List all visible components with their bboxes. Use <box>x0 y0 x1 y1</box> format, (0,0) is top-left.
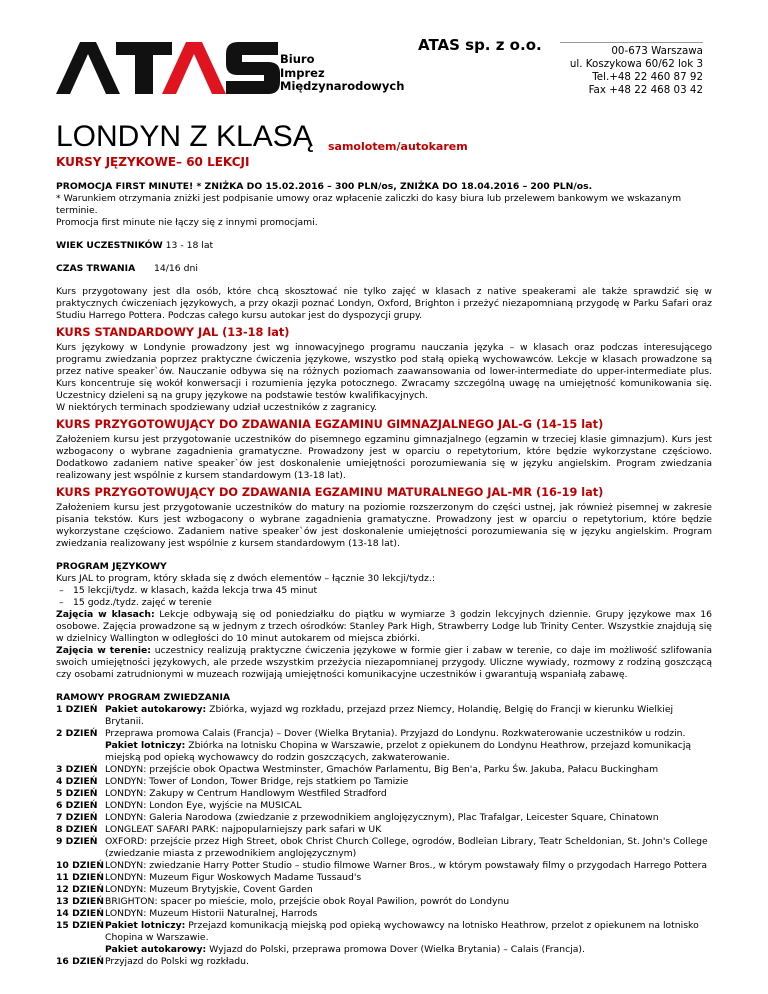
schedule-day: 15 DZIEŃ <box>56 920 104 931</box>
address-line: 00-673 Warszawa <box>611 45 703 57</box>
schedule-heading: RAMOWY PROGRAM ZWIEDZANIA <box>56 692 231 703</box>
schedule-row <box>56 824 712 836</box>
intro-paragraph: Kurs przygotowany jest dla osób, które chcą skosztować nie tylko zajęć w klasach z native speakerami ale także sprawdzić się w praktycznych ćwiczeniach językowych, a przy okazji poznać Londyn, Oxford, Brighton i przeżyć niezapomnianą przygodę w Parku Safari oraz Studiu Harrego Pottera. Podczas całego kursu autokar jest do dyspozycji grupy. <box>56 286 712 321</box>
schedule-row <box>56 812 712 824</box>
schedule-text <box>105 776 712 788</box>
schedule-row <box>56 740 712 764</box>
schedule-desc: BRIGHTON: spacer po mieście, molo, przejście obok Royal Pawilion, powrót do Londynu <box>105 896 510 907</box>
schedule-day: 14 DZIEŃ <box>56 908 104 919</box>
schedule-text <box>105 836 712 860</box>
schedule-label: Pakiet lotniczy: <box>105 740 186 751</box>
schedule-day: 7 DZIEŃ <box>56 812 98 823</box>
schedule-desc: LONDYN: Zakupy w Centrum Handlowym Westfiled Stradford <box>105 788 387 799</box>
schedule-text <box>105 884 712 896</box>
schedule-desc: Przeprawa promowa Calais (Francja) – Dover (Wielka Brytania). Przyjazd do Londynu. Rozkwaterowanie uczestników u rodzin. <box>105 728 686 739</box>
field-text: uczestnicy realizują praktyczne ćwiczenia językowe w formie gier i zabaw w terenie, co daje im możliwość szlifowania swoich umiejętności językowych, ale przede wszystkim przeżycia niezapomnianej przygody. Uliczne wywiady, rozmowy z rodziną goszczącą czy osobami zatrudnionymi w muzeach rozwijają umiejętności komunikacyjne uczestników i gwarantują wspaniałą zabawę. <box>56 645 712 680</box>
schedule-row <box>56 836 712 860</box>
schedule-row <box>56 728 712 740</box>
schedule-row <box>56 896 712 908</box>
program-intro: Kurs JAL to program, który składa się z dwóch elementów – łącznie 30 lekcji/tydz.: <box>56 573 435 584</box>
schedule-desc: Przejazd komunikacją miejską pod opieką wychowawcy na lotnisko Heathrow, przelot z opiekunem na lotnisko Chopina w Warszawie. <box>105 920 699 943</box>
schedule-desc: LONDYN: Galeria Narodowa (zwiedzanie z przewodnikiem anglojęzycznym), Plac Trafalgar, Leicester Square, Chinatown <box>105 812 659 823</box>
schedule-day <box>56 740 105 764</box>
schedule-day: 12 DZIEŃ <box>56 884 104 895</box>
schedule-list <box>56 704 712 968</box>
schedule-desc: Zbiórka, wyjazd wg rozkładu, przejazd przez Niemcy, Holandię, Belgię do Francji w kierunku Wielkiej Brytanii. <box>105 704 674 727</box>
schedule-text <box>105 824 712 836</box>
program-heading: PROGRAM JĘZYKOWY <box>56 561 167 572</box>
promo-headline: PROMOCJA FIRST MINUTE! * ZNIŻKA DO 15.02.2016 – 300 PLN/os, ZNIŻKA DO 18.04.2016 – 200 PLN/os. <box>56 181 593 192</box>
schedule-row <box>56 908 712 920</box>
schedule-row <box>56 884 712 896</box>
schedule-day: 6 DZIEŃ <box>56 800 98 811</box>
schedule-day: 11 DZIEŃ <box>56 872 104 883</box>
schedule-row <box>56 956 712 968</box>
program-list <box>56 585 712 609</box>
schedule-day: 1 DZIEŃ <box>56 704 98 715</box>
address-line: Fax +48 22 468 03 42 <box>588 84 703 96</box>
schedule-desc: OXFORD: przejście przez High Street, obok Christ Church College, ogrodów, Bodleian Library, Teatr Scheldonian, St. John's College (zwiedzanie miasta z przewodnikiem anglojęzycznym) <box>105 836 708 859</box>
section-title: KURS PRZYGOTOWUJĄCY DO ZDAWANIA EGZAMINU GIMNAZJALNEGO JAL-G (14-15 lat) <box>56 418 604 431</box>
schedule-day: 4 DZIEŃ <box>56 776 98 787</box>
section-body: Założeniem kursu jest przygotowanie uczestników do matury na poziomie rozszerzonym do części ustnej, jak również pisemnej w zakresie pisania tekstów. Kurs jest wzbogacony o wybrane zagadnienia gramatyczne. Prowadzony jest w oparciu o repetytorium, które będzie wykorzystane częściowo. Zadaniem native speaker`ów jest doskonalenie umiejętności porozumiewania się w języku angielskim. Program zwiedzania realizowany jest wspólnie z kursem standardowym (13-18 lat). <box>56 502 712 549</box>
agency-line: Biuro <box>280 52 315 66</box>
schedule-text <box>105 740 712 764</box>
schedule-day: 5 DZIEŃ <box>56 788 98 799</box>
schedule-desc: Przyjazd do Polski wg rozkładu. <box>105 956 249 967</box>
classes-paragraph <box>56 609 712 645</box>
classes-label: Zajęcia w klasach: <box>56 609 155 620</box>
schedule-desc: LONGLEAT SAFARI PARK: najpopularniejszy park safari w UK <box>105 824 382 835</box>
schedule-text <box>105 764 712 776</box>
schedule-text <box>105 944 712 956</box>
schedule-desc: LONDYN: Tower of London, Tower Bridge, rejs statkiem po Tamizie <box>105 776 409 787</box>
schedule-label: Pakiet autokarowy: <box>105 944 207 955</box>
promo-note: Promocja first minute nie łączy się z innymi promocjami. <box>56 217 318 228</box>
section-body: Założeniem kursu jest przygotowanie uczestników do pisemnego egzaminu gimnazjalnego (egzamin w trzeciej klasie gimnazjum). Kurs jest wzbogacony o wybrane zagadnienia gramatyczne. Prowadzony jest w oparciu o repetytorium, które będzie wykorzystane częściowo. Dodatkowo zadaniem native speaker`ów jest doskonalenie umiejętności porozumiewania się w języku angielskim. Program zwiedzania realizowany jest wspólnie z kursem standardowym (13-18 lat). <box>56 434 712 481</box>
schedule-text <box>105 800 712 812</box>
duration-label: CZAS TRWANIA <box>56 263 136 274</box>
schedule-text <box>105 860 712 872</box>
field-paragraph <box>56 645 712 681</box>
schedule-row <box>56 764 712 776</box>
schedule-text <box>105 812 712 824</box>
schedule-row <box>56 704 712 728</box>
address-line: ul. Koszykowa 60/62 lok 3 <box>569 58 703 70</box>
section-title: KURS STANDARDOWY JAL (13-18 lat) <box>56 326 290 339</box>
page-title: LONDYN Z KLASĄ <box>56 120 313 153</box>
schedule-desc: LONDYN: zwiedzanie Harry Potter Studio – studio filmowe Warner Bros., w którym powstawały filmy o przygodach Harrego Pottera <box>105 860 708 871</box>
age-row <box>56 240 712 252</box>
document-body <box>56 181 712 968</box>
schedule-row <box>56 776 712 788</box>
address-line: Tel.+48 22 460 87 92 <box>592 71 703 83</box>
schedule-day: 3 DZIEŃ <box>56 764 98 775</box>
schedule-row <box>56 872 712 884</box>
agency-name <box>280 53 404 94</box>
agency-line: Międzynarodowych <box>280 79 405 93</box>
company-name: ATAS sp. z o.o. <box>418 36 542 54</box>
schedule-desc: LONDYN: Muzeum Figur Woskowych Madame Tussaud's <box>105 872 362 883</box>
promo-note: * Warunkiem otrzymania zniżki jest podpisanie umowy oraz wpłacenie zaliczki do kasy biura lub przelewem bankowym we wskazanym terminie. <box>56 193 682 216</box>
schedule-text <box>105 728 712 740</box>
schedule-row <box>56 788 712 800</box>
schedule-desc: LONDYN: Muzeum Historii Naturalnej, Harrods <box>105 908 318 919</box>
schedule-row <box>56 800 712 812</box>
schedule-row <box>56 920 712 944</box>
section-body: Kurs językowy w Londynie prowadzony jest wg innowacyjnego programu nauczania języka – w klasach oraz podczas interesującego programu zwiedzania poprzez praktyczne ćwiczenia językowe, wszystko pod stałą opieką wychowawców. Lekcje w klasach prowadzone są przez native speaker`ów. Nauczanie odbywa się na różnych poziomach zaawansowania od lower-intermediate do upper-intermediate plus. Kurs koncentruje się wokół konwersacji i rozumienia języka potocznego. Zwracamy szczególną uwagę na umiejętność komunikowania się. Uczestnicy dzieleni są na grupy językowe na podstawie testów kwalifikacyjnych. <box>56 342 712 401</box>
schedule-text <box>105 896 712 908</box>
schedule-desc: LONDYN: London Eye, wyjście na MUSICAL <box>105 800 302 811</box>
age-value: 13 - 18 lat <box>165 240 214 251</box>
schedule-text <box>105 908 712 920</box>
schedule-day: 8 DZIEŃ <box>56 824 98 835</box>
schedule-desc: LONDYN: przejście obok Opactwa Westminster, Gmachów Parlamentu, Big Ben'a, Parku Św. Jakuba, Pałacu Buckingham <box>105 764 659 775</box>
schedule-day: 16 DZIEŃ <box>56 956 104 967</box>
list-item: – 15 lekcji/tydz. w klasach, każda lekcja trwa 45 minut <box>56 585 712 597</box>
courses-heading: KURSY JĘZYKOWE– 60 LEKCJI <box>56 155 250 169</box>
duration-value: 14/16 dni <box>154 263 198 274</box>
schedule-day: 13 DZIEŃ <box>56 896 104 907</box>
schedule-day <box>56 944 105 956</box>
schedule-text <box>105 872 712 884</box>
classes-text: Lekcje odbywają się od poniedziałku do piątku w wymiarze 3 godzin lekcyjnych dziennie. Grupy językowe max 16 osobowe. Zajęcia prowadzone są w jednym z trzech ośrodków: Stanley Park High, Strawberry Lodge lub Trinity Center. Wszystkie znajdują się w dzielnicy Wallington w odległości do 10 minut autokarem od miejsca zbiórki. <box>56 609 713 644</box>
schedule-text <box>105 788 712 800</box>
schedule-text <box>105 956 712 968</box>
schedule-row <box>56 944 712 956</box>
schedule-text <box>105 704 712 728</box>
field-label: Zajęcia w terenie: <box>56 645 152 656</box>
section-extra: W niektórych terminach spodziewany udział uczestników z zagranicy. <box>56 402 378 413</box>
schedule-day: 10 DZIEŃ <box>56 860 104 871</box>
schedule-label: Pakiet lotniczy: <box>105 920 186 931</box>
schedule-row <box>56 860 712 872</box>
list-item: – 15 godz./tydz. zajęć w terenie <box>56 597 712 609</box>
transport-subtitle: samolotem/autokarem <box>328 140 468 153</box>
schedule-desc: Zbiórka na lotnisku Chopina w Warszawie, przelot z opiekunem do Londynu Heathrow, przejazd komunikacją miejską pod opieką wychowawcy do rodzin goszczących, zakwaterowanie. <box>105 740 692 763</box>
company-address <box>560 42 703 97</box>
schedule-desc: LONDYN: Muzeum Brytyjskie, Covent Garden <box>105 884 313 895</box>
schedule-desc: Wyjazd do Polski, przeprawa promowa Dover (Wielka Brytania) – Calais (Francja). <box>206 944 585 955</box>
schedule-text <box>105 920 712 944</box>
schedule-day: 2 DZIEŃ <box>56 728 98 739</box>
duration-row <box>56 263 712 275</box>
age-label: WIEK UCZESTNIKÓW <box>56 240 163 251</box>
atas-logo <box>56 42 280 94</box>
schedule-day: 9 DZIEŃ <box>56 836 98 847</box>
schedule-label: Pakiet autokarowy: <box>105 704 207 715</box>
section-title: KURS PRZYGOTOWUJĄCY DO ZDAWANIA EGZAMINU MATURALNEGO JAL-MR (16-19 lat) <box>56 486 604 499</box>
agency-line: Imprez <box>280 65 325 80</box>
